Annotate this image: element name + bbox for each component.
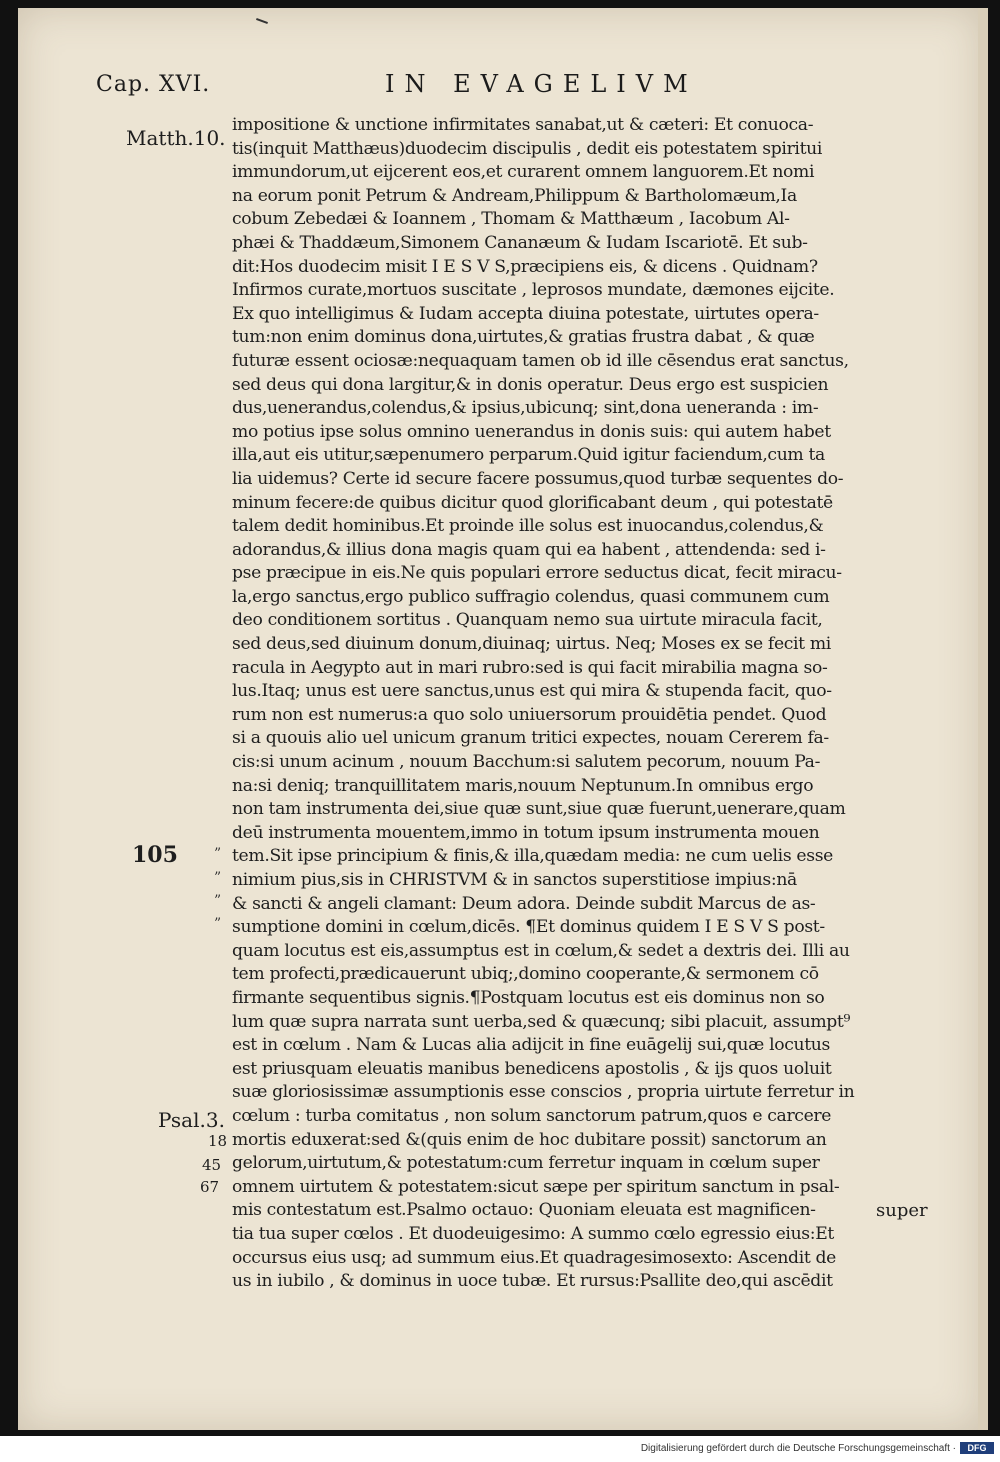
- text-line: suæ gloriosissimæ assumptionis esse conscios , propria uirtute ferretur in: [232, 1082, 855, 1103]
- text-line: na eorum ponit Petrum & Andream,Philippum & Bartholomæum,Ia: [232, 185, 797, 206]
- text-line: tia tua super cœlos . Et duodeuigesimo: A summo cœlo egressio eius:Et: [232, 1223, 834, 1244]
- text-line: est priusquam eleuatis manibus benedicens apostolis , & ijs quos uoluit: [232, 1058, 832, 1079]
- text-line: dus,uenerandus,colendus,& ipsius,ubicunq; sint,dona ueneranda : im-: [232, 398, 819, 419]
- text-line: lum quæ supra narrata sunt uerba,sed & quæcunq; sibi placuit, assumpt⁹: [232, 1011, 851, 1032]
- digitization-footer: [0, 1436, 1000, 1462]
- running-title: IN EVAGELIVM: [385, 70, 698, 98]
- text-line: sed deus,sed diuinum donum,diuinaq; uirtus. Neq; Moses ex se fecit mi: [232, 634, 831, 655]
- chapter-heading: Cap. XVI.: [96, 72, 211, 97]
- text-line: & sancti & angeli clamant: Deum adora. Deinde subdit Marcus de as-: [232, 893, 816, 914]
- text-line: gelorum,uirtutum,& potestatum:cum ferretur inquam in cœlum super: [232, 1153, 820, 1174]
- text-line: rum non est numerus:a quo solo uniuersorum prouidētia pendet. Quod: [232, 704, 827, 725]
- text-line: minum fecere:de quibus dicitur quod glorificabant deum , qui potestatē: [232, 492, 833, 513]
- margin-note-67: 67: [200, 1178, 220, 1196]
- text-line: tem profecti,prædicauerunt ubiq;,domino cooperante,& sermonem cō: [232, 964, 819, 985]
- quotation-mark: ”: [214, 846, 222, 862]
- text-line: tis(inquit Matthæus)duodecim discipulis , dedit eis potestatem spiritui: [232, 138, 823, 159]
- text-line: lia uidemus? Certe id secure facere possumus,quod turbæ sequentes do-: [232, 468, 844, 489]
- text-line: la,ergo sanctus,ergo publico suffragio colendus, quasi communem cum: [232, 586, 830, 607]
- text-line: sed deus qui dona largitur,& in donis operatur. Deus ergo est suspicien: [232, 374, 829, 395]
- text-line: non tam instrumenta dei,siue quæ sunt,siue quæ fuerunt,uenerare,quam: [232, 799, 846, 820]
- text-line: cobum Zebedæi & Ioannem , Thomam & Matthæum , Iacobum Al-: [232, 209, 790, 230]
- text-line: immundorum,ut eijcerent eos,et curarent omnem languorem.Et nomi: [232, 162, 815, 183]
- quotation-mark: ”: [214, 870, 222, 886]
- text-line: dit:Hos duodecim misit I E S V S,præcipiens eis, & dicens . Quidnam?: [232, 256, 818, 277]
- text-line: mis contestatum est.Psalmo octauo: Quoniam eleuata est magnificen-: [232, 1200, 816, 1221]
- text-line: futuræ essent ociosæ:nequaquam tamen ob id ille cēsendus erat sanctus,: [232, 350, 849, 371]
- text-line: mortis eduxerat:sed &(quis enim de hoc dubitare possit) sanctorum an: [232, 1129, 827, 1150]
- text-line: cis:si unum acinum , nouum Bacchum:si salutem pecorum, nouum Pa-: [232, 752, 821, 773]
- margin-note-45: 45: [202, 1156, 222, 1174]
- quotation-mark: ”: [214, 893, 222, 909]
- text-line: us in iubilo , & dominus in uoce tubæ. Et rursus:Psallite deo,qui ascēdit: [232, 1271, 833, 1292]
- margin-note-folio: 105: [132, 842, 178, 868]
- page-edge: [978, 8, 988, 1430]
- text-line: deo conditionem sortitus . Quanquam nemo sua uirtute miracula facit,: [232, 610, 823, 631]
- text-line: mo potius ipse solus omnino uenerandus in donis suis: qui autem habet: [232, 421, 831, 442]
- dfg-logo: DFG: [960, 1442, 994, 1454]
- catchword: super: [876, 1200, 928, 1221]
- margin-note-18: 18: [208, 1132, 228, 1150]
- text-line: si a quouis alio uel unicum granum tritici expectes, nouam Cererem fa-: [232, 728, 829, 749]
- text-line: Infirmos curate,mortuos suscitate , leprosos mundate, dæmones eijcite.: [232, 280, 835, 301]
- quotation-mark: ”: [214, 916, 222, 932]
- margin-note-psalm: Psal.3.: [158, 1108, 225, 1132]
- text-line: nimium pius,sis in CHRISTVM & in sanctos superstitiose impius:nā: [232, 870, 797, 890]
- text-line: na:si deniq; tranquillitatem maris,nouum Neptunum.In omnibus ergo: [232, 775, 814, 796]
- text-line: pse præcipue in eis.Ne quis populari errore seductus dicat, fecit miracu-: [232, 563, 842, 584]
- text-line: impositione & unctione infirmitates sanabat,ut & cæteri: Et conuoca-: [232, 115, 814, 135]
- text-line: omnem uirtutem & potestatem:sicut sæpe per spiritum sanctum in psal-: [232, 1176, 840, 1197]
- text-line: est in cœlum . Nam & Lucas alia adijcit in fine euāgelij sui,quæ locutus: [232, 1035, 830, 1056]
- text-line: racula in Aegypto aut in mari rubro:sed is qui facit mirabilia magna so-: [232, 657, 828, 678]
- text-line: illa,aut eis utitur,sæpenumero perparum.Quid igitur faciendum,cum ta: [232, 445, 825, 466]
- text-line: adorandus,& illius dona magis quam qui ea habent , attendenda: sed i-: [232, 539, 826, 560]
- text-line: tum:non enim dominus dona,uirtutes,& gratias frustra dabat , & quæ: [232, 327, 815, 348]
- text-line: occursus eius usq; ad summum eius.Et quadragesimosexto: Ascendit de: [232, 1247, 837, 1268]
- text-line: talem dedit hominibus.Et proinde ille solus est inuocandus,colendus,&: [232, 516, 824, 537]
- body-text: [232, 114, 936, 1294]
- text-line: quam locutus est eis,assumptus est in cœlum,& sedet a dextris dei. Illi au: [232, 940, 850, 961]
- text-line: tem.Sit ipse principium & finis,& illa,quædam media: ne cum uelis esse: [232, 846, 833, 867]
- text-line: sumptione domini in cœlum,dicēs. ¶Et dominus quidem I E S V S post-: [232, 917, 825, 938]
- margin-note-matthew: Matth.10.: [126, 126, 226, 150]
- text-line: cœlum : turba comitatus , non solum sanctorum patrum,quos e carcere: [232, 1105, 832, 1126]
- text-line: firmante sequentibus signis.¶Postquam locutus est eis dominus non so: [232, 987, 825, 1008]
- text-line: lus.Itaq; unus est uere sanctus,unus est qui mira & stupenda facit, quo-: [232, 681, 832, 702]
- text-line: Ex quo intelligimus & Iudam accepta diuina potestate, uirtutes opera-: [232, 303, 819, 324]
- footer-credit: Digitalisierung gefördert durch die Deutsche Forschungsgemeinschaft ·: [640, 1443, 956, 1454]
- text-line: phæi & Thaddæum,Simonem Cananæum & Iudam Iscariotē. Et sub-: [232, 232, 808, 253]
- text-line: deū instrumenta mouentem,immo in totum ipsum instrumenta mouen: [232, 822, 820, 843]
